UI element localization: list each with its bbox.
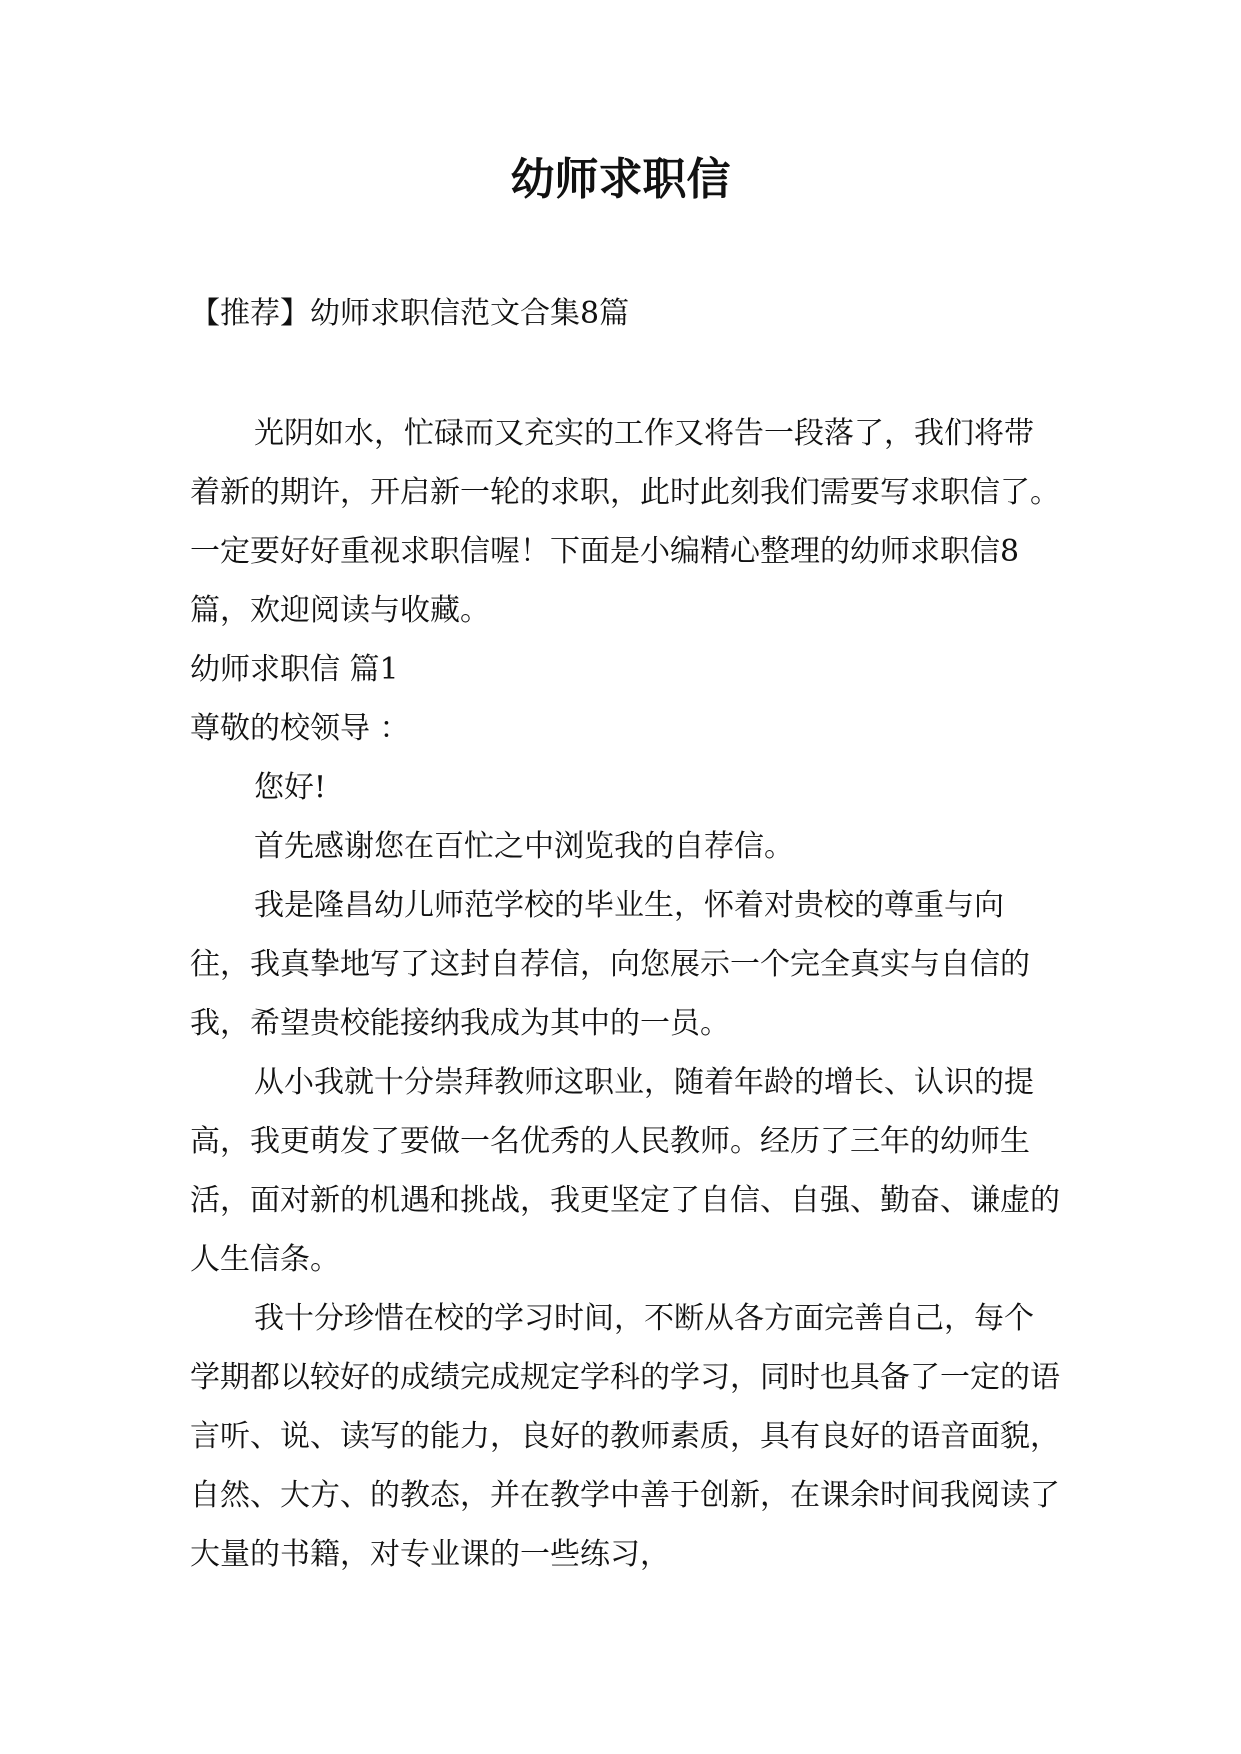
intro-paragraph: 光阴如水，忙碌而又充实的工作又将告一段落了，我们将带着新的期许，开启新一轮的求职，此时此刻我们需要写求职信了。一定要好好重视求职信喔！下面是小编精心整理的幼师求职信8篇，欢迎阅读与收藏。 [190, 416, 1060, 628]
section-heading: 幼师求职信 篇1 [190, 652, 399, 687]
body-paragraph: 从小我就十分崇拜教师这职业，随着年龄的增长、认识的提高，我更萌发了要做一名优秀的人民教师。经历了三年的幼师生活，面对新的机遇和挑战，我更坚定了自信、自强、勤奋、谦虚的人生信条。 [190, 1065, 1060, 1277]
body-paragraph: 首先感谢您在百忙之中浏览我的自荐信。 [254, 829, 794, 864]
document-body [190, 404, 1060, 1584]
salutation: 尊敬的校领导 ： [190, 711, 410, 746]
document-subtitle: 【推荐】幼师求职信范文合集8篇 [190, 296, 630, 331]
body-paragraph: 我是隆昌幼儿师范学校的毕业生，怀着对贵校的尊重与向往，我真挚地写了这封自荐信，向您展示一个完全真实与自信的我，希望贵校能接纳我成为其中的一员。 [190, 888, 1030, 1041]
body-paragraph: 我十分珍惜在校的学习时间，不断从各方面完善自己，每个学期都以较好的成绩完成规定学科的学习，同时也具备了一定的语言听、说、读写的能力，良好的教师素质，具有良好的语音面貌，自然、大方、的教态，并在教学中善于创新，在课余时间我阅读了大量的书籍，对专业课的一些练习， [190, 1301, 1060, 1572]
greeting: 您好! [254, 770, 327, 805]
document-title: 幼师求职信 [510, 154, 731, 205]
